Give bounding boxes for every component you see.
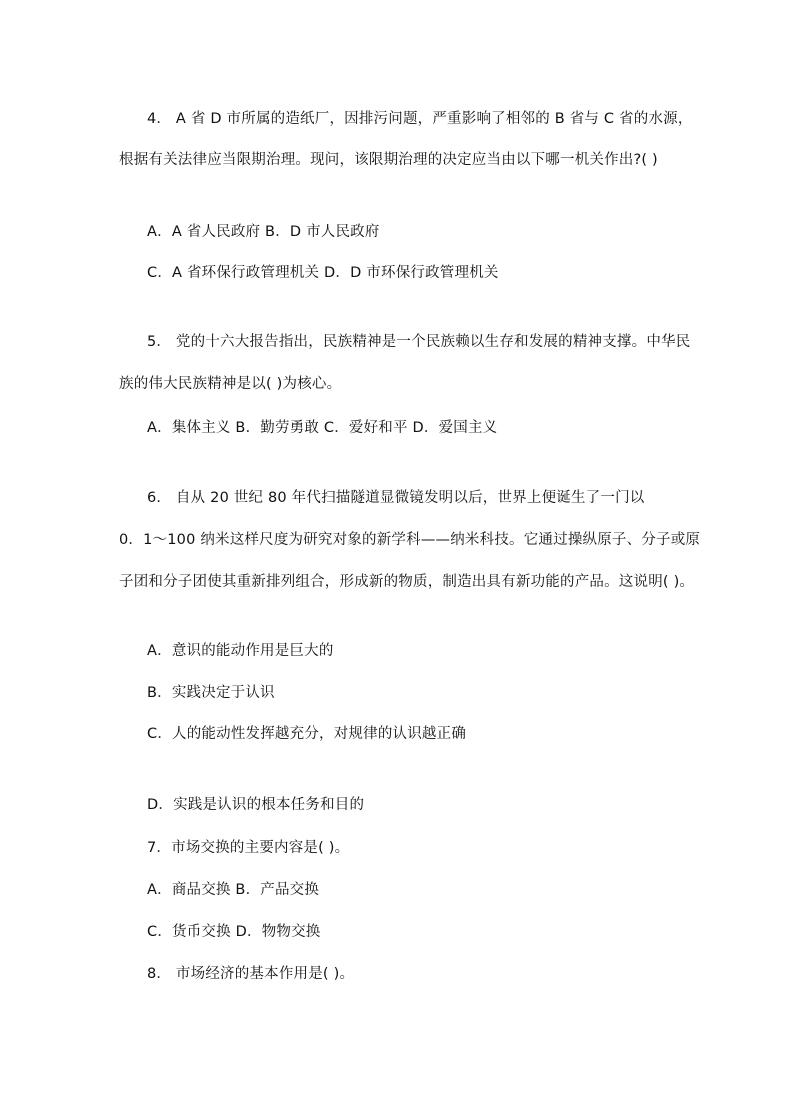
question-7-line-1: 7．市场交换的主要内容是( )。	[147, 840, 350, 856]
question-8-line-1: 8． 市场经济的基本作用是( )。	[147, 966, 355, 982]
question-4-line-2: 根据有关法律应当限期治理。现问，该限期治理的决定应当由以下哪一机关作出?( )	[119, 152, 658, 168]
question-6-option-2: B．实践决定于认识	[147, 685, 275, 701]
question-6-line-3: 子团和分子团使其重新排列组合，形成新的物质，制造出具有新功能的产品。这说明( )。	[119, 574, 695, 590]
question-6-option-4: D．实践是认识的根本任务和目的	[147, 797, 365, 813]
question-5-line-1: 5． 党的十六大报告指出，民族精神是一个民族赖以生存和发展的精神支撑。中华民	[147, 334, 691, 350]
question-7-option-2: C．货币交换 D．物物交换	[147, 924, 321, 940]
question-7-option-1: A．商品交换 B．产品交换	[147, 882, 320, 898]
question-4-line-1: 4． A 省 D 市所属的造纸厂，因排污问题，严重影响了相邻的 B 省与 C 省的水源，	[147, 111, 693, 127]
question-6-option-3: C．人的能动性发挥越充分，对规律的认识越正确	[147, 726, 467, 742]
question-5-line-2: 族的伟大民族精神是以( )为核心。	[119, 376, 342, 392]
question-6-line-1: 6． 自从 20 世纪 80 年代扫描隧道显微镜发明以后，世界上便诞生了一门以	[147, 490, 645, 506]
question-4-option-2: C．A 省环保行政管理机关 D．D 市环保行政管理机关	[147, 265, 499, 281]
question-5-option-1: A．集体主义 B．勤劳勇敢 C．爱好和平 D．爱国主义	[147, 420, 498, 436]
question-6-line-2: 0．1～100 纳米这样尺度为研究对象的新学科——纳米科技。它通过操纵原子、分子或原	[119, 532, 701, 548]
question-4-option-1: A．A 省人民政府 B．D 市人民政府	[147, 224, 380, 240]
question-6-option-1: A．意识的能动作用是巨大的	[147, 643, 334, 659]
